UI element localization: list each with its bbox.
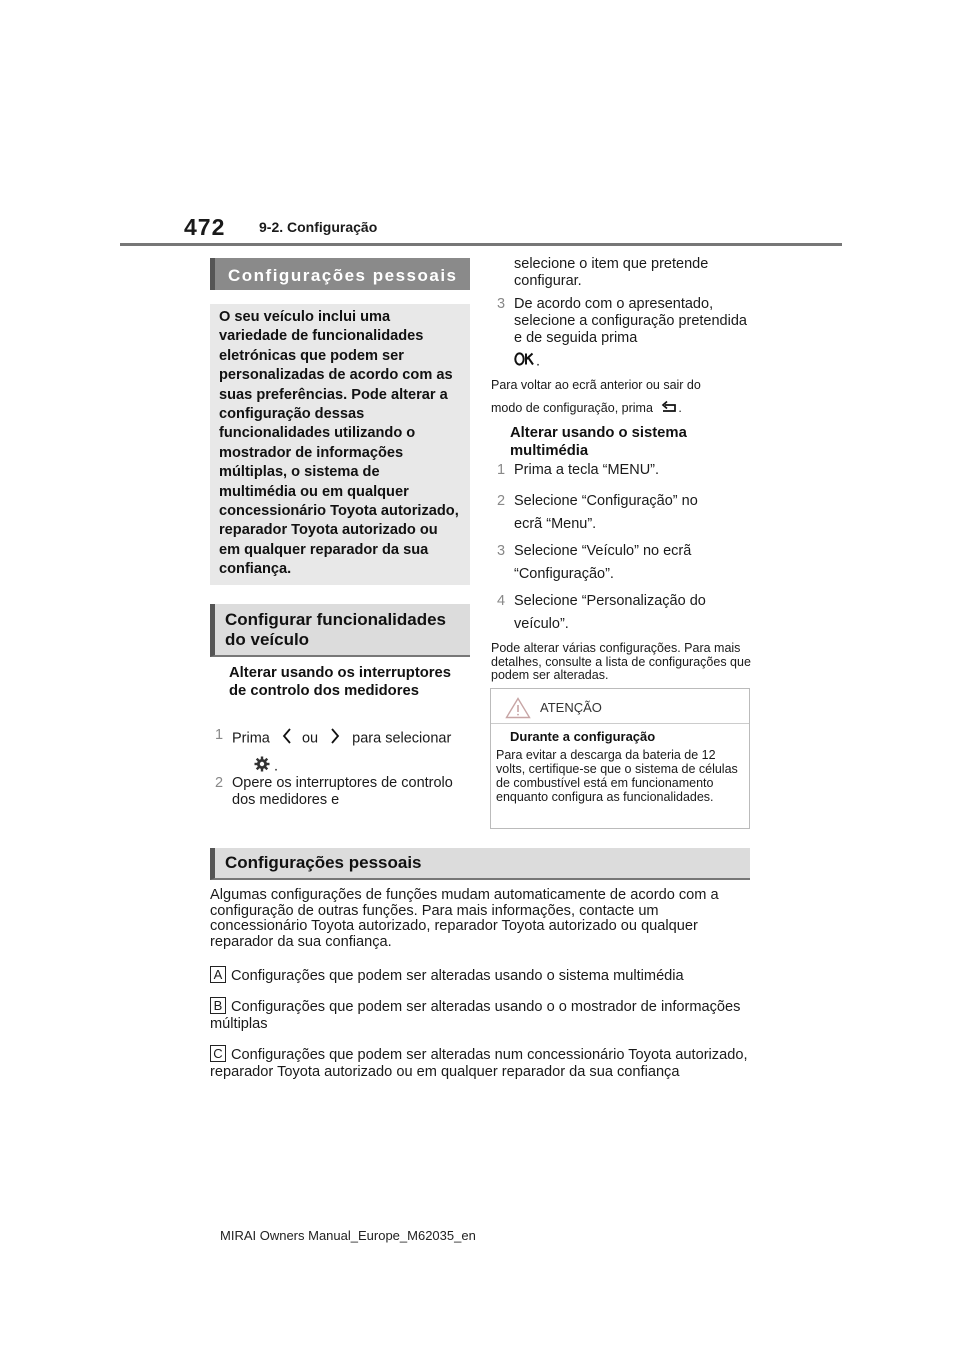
intro-text: O seu veículo inclui uma variedade de funcionalidades eletrónicas que podem ser personalizadas de acordo com as suas preferências. Pode alterar a configuração dessas funcionalidades utilizando o mostrador de informações múltiplas, o sistema de multimédia ou em qualquer concessionário Toyota autorizado, reparador Toyota autorizado ou em qualquer reparador da sua confiança.	[219, 309, 459, 578]
note-more-settings: Pode alterar várias configurações. Para mais detalhes, consulte a lista de configurações que podem ser alteradas.	[491, 641, 751, 682]
step-2-meters	[215, 775, 468, 809]
mm-step-2	[497, 490, 750, 536]
subhead-multimedia: Alterar usando o sistema multimédia	[510, 425, 687, 459]
mm-step-2-line-1: Selecione “Configuração” no	[514, 493, 698, 509]
back-icon	[660, 400, 678, 417]
legend-letter: A	[210, 966, 226, 983]
mm-step-3-line-2: “Configuração”.	[514, 566, 614, 582]
legend-text: Configurações que podem ser alteradas usando o o mostrador de informações múltiplas	[210, 999, 741, 1032]
note-back-line-2: modo de configuração, prima	[491, 400, 653, 415]
legend-item-a	[210, 966, 750, 985]
step-1-meters	[215, 727, 472, 775]
step-number: 2	[497, 493, 506, 509]
legend-letter: C	[210, 1045, 226, 1062]
section-title-personal-settings: Configurações pessoais	[210, 258, 470, 290]
mm-step-4-line-1: Selecione “Personalização do	[514, 593, 706, 609]
step-number: 3	[497, 543, 506, 559]
step-3-end: .	[536, 353, 541, 370]
section-title-configure-features: Configurar funcionalidades do veículo	[210, 604, 470, 657]
step-number: 1	[497, 462, 506, 478]
section-title-personal-settings-2: Configurações pessoais	[210, 848, 750, 880]
step-2-continuation: selecione o item que pretende configurar.	[514, 256, 709, 289]
step-number: 4	[497, 593, 506, 609]
intro-box	[210, 304, 470, 585]
mm-step-1	[497, 462, 750, 479]
warning-triangle-icon	[505, 697, 531, 724]
subhead-meter-switches: Alterar usando os interruptores de controlo dos medidores	[229, 665, 451, 699]
note-back-line-1: Para voltar ao ecrã anterior ou sair do	[491, 378, 701, 392]
mm-step-4-line-2: veículo”.	[514, 616, 569, 632]
step-1-or: ou	[301, 730, 319, 747]
note-back	[491, 378, 751, 417]
legend-letter: B	[210, 997, 226, 1014]
ok-icon	[514, 352, 536, 371]
chevron-right-icon	[330, 727, 340, 750]
warning-subtitle: Durante a configuração	[510, 729, 656, 744]
step-number: 3	[497, 296, 506, 312]
chevron-left-icon	[282, 727, 292, 750]
mm-step-1-text: Prima a tecla “MENU”.	[514, 462, 660, 478]
step-1-prefix: Prima	[232, 730, 270, 747]
step-1-suffix: para selecionar	[352, 730, 452, 747]
gear-icon	[254, 756, 270, 777]
legend-item-c	[210, 1045, 750, 1081]
step-2-text: Opere os interruptores de controlo dos medidores e	[232, 775, 453, 808]
mm-step-3	[497, 540, 750, 586]
step-3-meters	[497, 296, 750, 371]
warning-header	[491, 689, 749, 724]
step-number: 2	[215, 775, 224, 791]
section-reference: 9-2. Configuração	[259, 219, 378, 235]
warning-box	[490, 688, 750, 829]
note-back-end: .	[678, 400, 682, 415]
legend-text: Configurações que podem ser alteradas num concessionário Toyota autorizado, reparador Toyota autorizado ou em qualquer reparador da sua confiança	[210, 1047, 748, 1080]
header-divider	[120, 243, 842, 246]
footer-text: MIRAI Owners Manual_Europe_M62035_en	[220, 1228, 476, 1243]
bottom-paragraph: Algumas configurações de funções mudam automaticamente de acordo com a configuração de outras funções. Para mais informações, contacte um concessionário Toyota autorizado, reparador Toyota autorizado ou qualquer reparador da sua confiança.	[210, 887, 719, 950]
legend-item-b	[210, 997, 750, 1033]
mm-step-4	[497, 590, 750, 636]
mm-step-3-line-1: Selecione “Veículo” no ecrã	[514, 543, 692, 559]
step-number: 1	[215, 727, 224, 743]
step-1-end: .	[274, 758, 279, 775]
page-number: 472	[184, 214, 226, 240]
mm-step-2-line-2: ecrã “Menu”.	[514, 516, 597, 532]
warning-title: ATENÇÃO	[540, 700, 602, 715]
warning-text: Para evitar a descarga da bateria de 12 volts, certifique-se que o sistema de células de combustível está em funcionamento enquanto configura as funcionalidades.	[496, 748, 738, 804]
legend-text: Configurações que podem ser alteradas usando o sistema multimédia	[231, 968, 684, 984]
step-3-text: De acordo com o apresentado, selecione a configuração pretendida e de seguida prima	[514, 296, 747, 346]
